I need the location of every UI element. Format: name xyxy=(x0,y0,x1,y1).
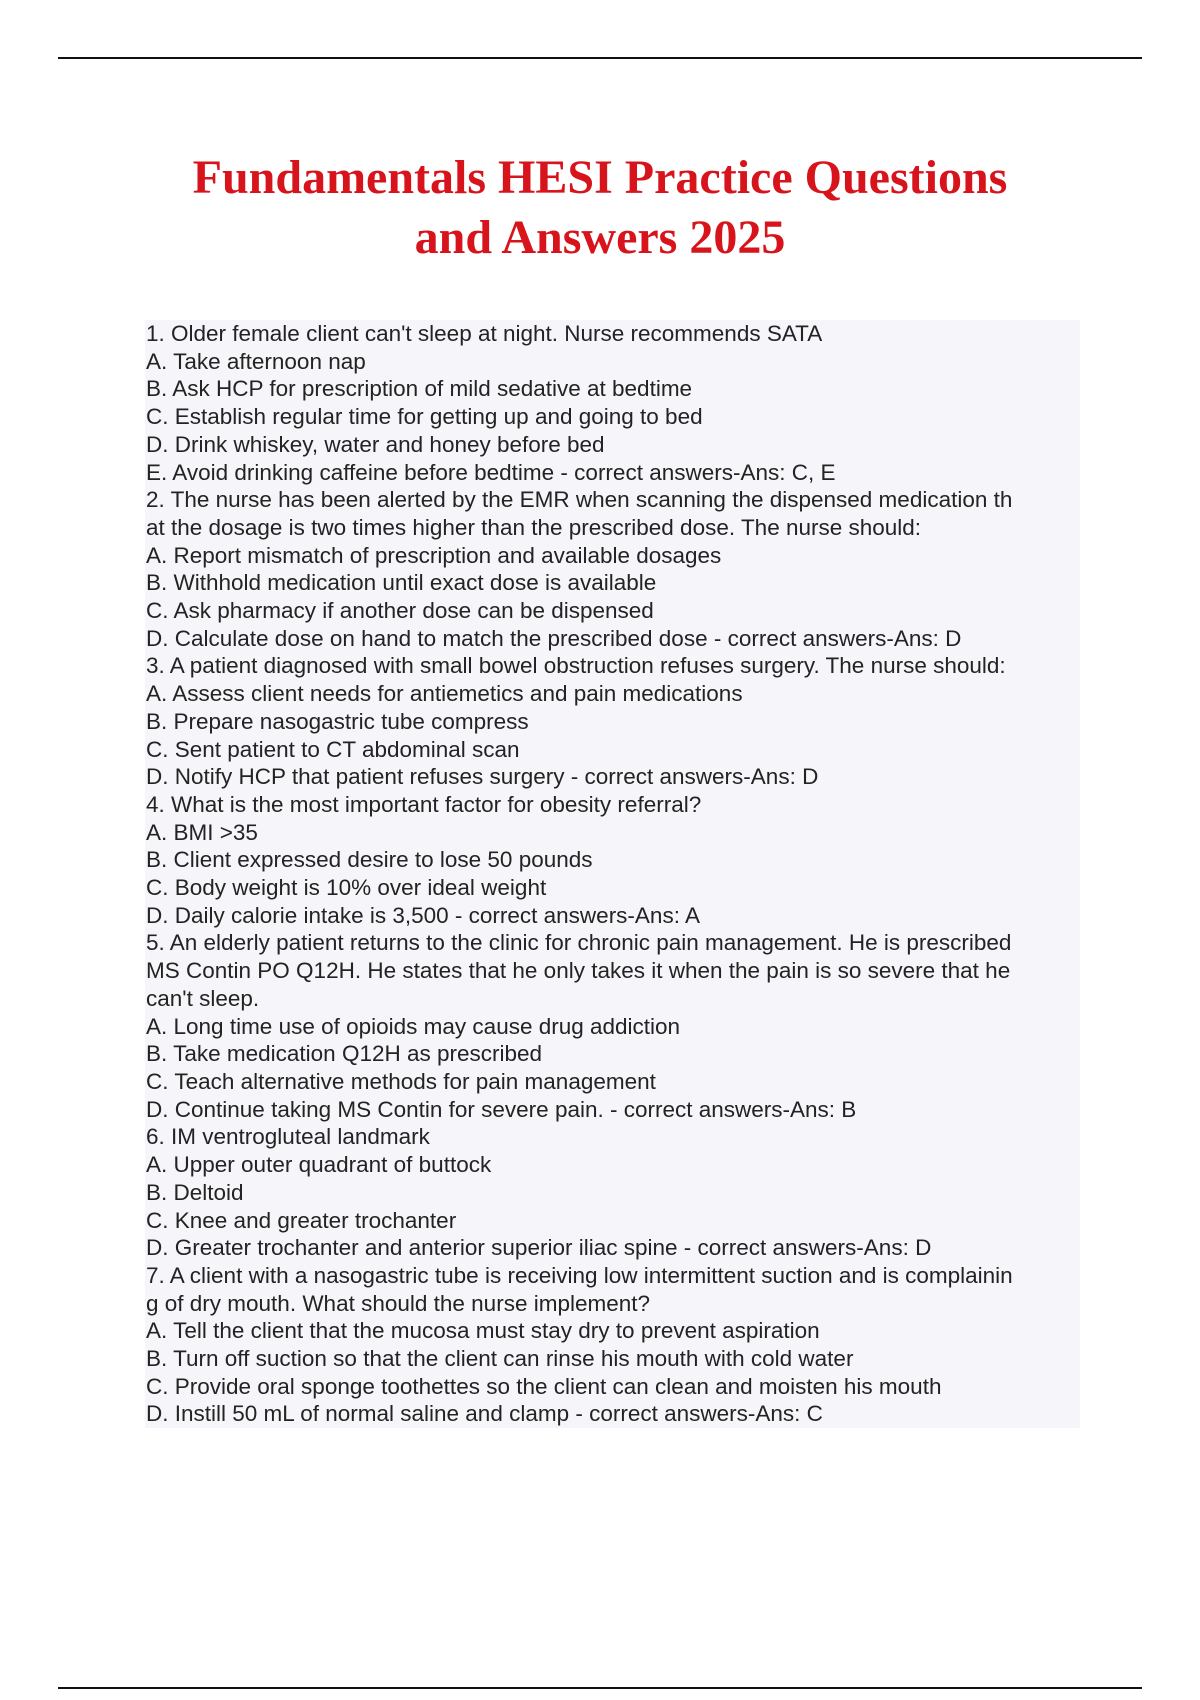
text-line: A. Assess client needs for antiemetics and pain medications xyxy=(146,681,743,707)
top-rule xyxy=(58,57,1142,59)
text-line: E. Avoid drinking caffeine before bedtime - correct answers-Ans: C, E xyxy=(146,459,836,485)
text-line: 3. A patient diagnosed with small bowel obstruction refuses surgery. The nurse should: xyxy=(146,653,1006,679)
text-line: C. Body weight is 10% over ideal weight xyxy=(146,875,547,901)
text-line: D. Notify HCP that patient refuses surgery - correct answers-Ans: D xyxy=(146,764,819,790)
text-line: B. Prepare nasogastric tube compress xyxy=(146,708,529,734)
text-line: B. Deltoid xyxy=(146,1179,244,1205)
text-line: C. Sent patient to CT abdominal scan xyxy=(146,736,520,762)
text-line: A. BMI >35 xyxy=(146,819,258,845)
text-line: 6. IM ventrogluteal landmark xyxy=(146,1124,430,1150)
text-line: D. Greater trochanter and anterior superior iliac spine - correct answers-Ans: D xyxy=(146,1235,932,1261)
text-line: 1. Older female client can't sleep at night. Nurse recommends SATA xyxy=(146,321,823,346)
text-line: A. Report mismatch of prescription and available dosages xyxy=(146,542,722,568)
text-line: A. Upper outer quadrant of buttock xyxy=(146,1152,492,1178)
text-line: 5. An elderly patient returns to the clinic for chronic pain management. He is prescribed xyxy=(146,930,1012,956)
text-line: MS Contin PO Q12H. He states that he only takes it when the pain is so severe that he xyxy=(146,958,1011,984)
text-line: D. Continue taking MS Contin for severe pain. - correct answers-Ans: B xyxy=(146,1096,857,1122)
text-line: C. Knee and greater trochanter xyxy=(146,1207,457,1233)
text-line: B. Take medication Q12H as prescribed xyxy=(146,1041,543,1067)
text-line: A. Long time use of opioids may cause drug addiction xyxy=(146,1013,681,1039)
text-line: can't sleep. xyxy=(146,985,260,1011)
bottom-rule xyxy=(58,1687,1142,1689)
text-line: 4. What is the most important factor for obesity referral? xyxy=(146,791,702,817)
text-line: 2. The nurse has been alerted by the EMR when scanning the dispensed medication th xyxy=(146,487,1013,513)
title-line-1: Fundamentals HESI Practice Questions xyxy=(192,151,1008,204)
text-line: D. Calculate dose on hand to match the prescribed dose - correct answers-Ans: D xyxy=(146,625,962,651)
text-line: B. Withhold medication until exact dose is available xyxy=(146,570,657,596)
text-line: C. Establish regular time for getting up and going to bed xyxy=(146,404,703,430)
text-line: B. Client expressed desire to lose 50 pounds xyxy=(146,847,593,873)
text-line: A. Take afternoon nap xyxy=(146,348,366,374)
title-line-2: and Answers 2025 xyxy=(414,211,786,264)
text-line: 7. A client with a nasogastric tube is receiving low intermittent suction and is complainin xyxy=(146,1262,1013,1288)
text-line: C. Provide oral sponge toothettes so the client can clean and moisten his mouth xyxy=(146,1373,942,1399)
question-list xyxy=(145,320,1080,1428)
text-line: C. Teach alternative methods for pain management xyxy=(146,1068,656,1094)
text-line: D. Daily calorie intake is 3,500 - correct answers-Ans: A xyxy=(146,902,700,928)
text-line: D. Drink whiskey, water and honey before bed xyxy=(146,431,605,457)
text-line: at the dosage is two times higher than the prescribed dose. The nurse should: xyxy=(146,514,922,540)
page-title xyxy=(0,148,1200,268)
text-line: C. Ask pharmacy if another dose can be dispensed xyxy=(146,598,654,624)
text-line: B. Turn off suction so that the client can rinse his mouth with cold water xyxy=(146,1346,854,1372)
text-line: D. Instill 50 mL of normal saline and clamp - correct answers-Ans: C xyxy=(146,1401,823,1427)
text-line: A. Tell the client that the mucosa must stay dry to prevent aspiration xyxy=(146,1318,820,1344)
text-line: g of dry mouth. What should the nurse implement? xyxy=(146,1290,651,1316)
text-line: B. Ask HCP for prescription of mild sedative at bedtime xyxy=(146,376,693,402)
